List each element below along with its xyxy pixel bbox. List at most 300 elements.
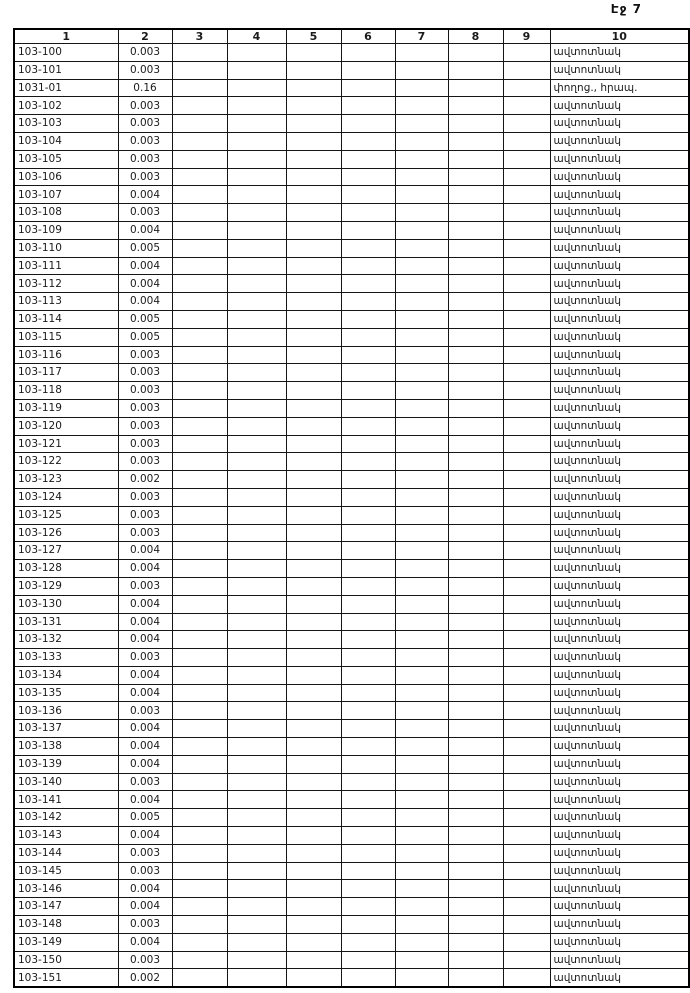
cell-area: 0.004 <box>118 827 172 845</box>
cell-empty-3 <box>172 204 227 222</box>
cell-empty-4 <box>227 738 286 756</box>
table-row <box>14 186 689 204</box>
cell-empty-5 <box>286 916 341 934</box>
cell-empty-8 <box>448 132 503 150</box>
cell-empty-6 <box>341 79 395 97</box>
cell-empty-4 <box>227 186 286 204</box>
cell-empty-3 <box>172 186 227 204</box>
table-row <box>14 577 689 595</box>
cell-empty-7 <box>395 951 448 969</box>
cell-empty-4 <box>227 524 286 542</box>
cell-area: 0.003 <box>118 150 172 168</box>
cell-empty-6 <box>341 293 395 311</box>
cell-empty-3 <box>172 471 227 489</box>
cell-empty-7 <box>395 488 448 506</box>
cell-empty-4 <box>227 666 286 684</box>
cell-empty-8 <box>448 898 503 916</box>
cell-empty-9 <box>503 293 550 311</box>
cell-empty-8 <box>448 239 503 257</box>
cell-empty-3 <box>172 560 227 578</box>
cell-empty-6 <box>341 524 395 542</box>
cell-empty-5 <box>286 649 341 667</box>
cell-empty-4 <box>227 471 286 489</box>
cell-empty-5 <box>286 862 341 880</box>
cell-empty-9 <box>503 880 550 898</box>
cell-type: ավտոտնակ <box>550 969 689 987</box>
cell-area: 0.004 <box>118 542 172 560</box>
cell-empty-9 <box>503 79 550 97</box>
cell-empty-9 <box>503 61 550 79</box>
cell-empty-9 <box>503 150 550 168</box>
cell-area: 0.003 <box>118 382 172 400</box>
cell-empty-7 <box>395 844 448 862</box>
cell-empty-8 <box>448 61 503 79</box>
cell-empty-9 <box>503 951 550 969</box>
cell-empty-8 <box>448 186 503 204</box>
cell-empty-4 <box>227 239 286 257</box>
cell-empty-7 <box>395 204 448 222</box>
cell-code: 103-141 <box>14 791 118 809</box>
cell-area: 0.005 <box>118 809 172 827</box>
cell-empty-7 <box>395 649 448 667</box>
cell-empty-6 <box>341 310 395 328</box>
cell-empty-8 <box>448 275 503 293</box>
cell-area: 0.003 <box>118 524 172 542</box>
table-row <box>14 275 689 293</box>
cell-code: 103-127 <box>14 542 118 560</box>
cell-empty-4 <box>227 399 286 417</box>
cell-code: 103-128 <box>14 560 118 578</box>
data-table <box>13 28 690 988</box>
cell-empty-6 <box>341 916 395 934</box>
cell-empty-4 <box>227 720 286 738</box>
cell-empty-5 <box>286 524 341 542</box>
cell-empty-9 <box>503 97 550 115</box>
cell-type: ավտոտնակ <box>550 684 689 702</box>
cell-empty-7 <box>395 755 448 773</box>
cell-type: ավտոտնակ <box>550 488 689 506</box>
cell-code: 103-120 <box>14 417 118 435</box>
cell-empty-8 <box>448 44 503 62</box>
cell-type: ավտոտնակ <box>550 933 689 951</box>
cell-type: ավտոտնակ <box>550 346 689 364</box>
cell-empty-5 <box>286 132 341 150</box>
cell-empty-8 <box>448 560 503 578</box>
cell-area: 0.004 <box>118 738 172 756</box>
cell-type: ավտոտնակ <box>550 221 689 239</box>
table-row <box>14 791 689 809</box>
cell-empty-9 <box>503 221 550 239</box>
cell-empty-3 <box>172 328 227 346</box>
cell-empty-5 <box>286 61 341 79</box>
cell-empty-4 <box>227 951 286 969</box>
cell-code: 103-105 <box>14 150 118 168</box>
cell-empty-7 <box>395 328 448 346</box>
cell-code: 103-133 <box>14 649 118 667</box>
cell-code: 1031-01 <box>14 79 118 97</box>
cell-area: 0.003 <box>118 951 172 969</box>
cell-area: 0.003 <box>118 97 172 115</box>
table-row <box>14 471 689 489</box>
cell-empty-8 <box>448 346 503 364</box>
cell-empty-9 <box>503 916 550 934</box>
cell-empty-8 <box>448 933 503 951</box>
cell-empty-5 <box>286 933 341 951</box>
cell-area: 0.003 <box>118 204 172 222</box>
cell-area: 0.003 <box>118 115 172 133</box>
cell-empty-8 <box>448 293 503 311</box>
cell-area: 0.004 <box>118 684 172 702</box>
header-cell-8: 8 <box>448 29 503 44</box>
cell-code: 103-104 <box>14 132 118 150</box>
cell-empty-5 <box>286 150 341 168</box>
cell-code: 103-111 <box>14 257 118 275</box>
table-row <box>14 346 689 364</box>
table-row <box>14 364 689 382</box>
cell-empty-7 <box>395 221 448 239</box>
cell-type: ավտոտնակ <box>550 435 689 453</box>
cell-empty-7 <box>395 577 448 595</box>
cell-type: ավտոտնակ <box>550 702 689 720</box>
cell-empty-6 <box>341 204 395 222</box>
cell-empty-3 <box>172 898 227 916</box>
cell-area: 0.003 <box>118 435 172 453</box>
cell-empty-4 <box>227 257 286 275</box>
cell-empty-5 <box>286 595 341 613</box>
cell-empty-7 <box>395 542 448 560</box>
cell-code: 103-108 <box>14 204 118 222</box>
cell-empty-4 <box>227 79 286 97</box>
cell-empty-3 <box>172 738 227 756</box>
cell-code: 103-116 <box>14 346 118 364</box>
cell-empty-5 <box>286 809 341 827</box>
cell-empty-7 <box>395 79 448 97</box>
cell-empty-4 <box>227 844 286 862</box>
cell-empty-9 <box>503 524 550 542</box>
cell-type: ավտոտնակ <box>550 239 689 257</box>
cell-type: ավտոտնակ <box>550 738 689 756</box>
cell-code: 103-102 <box>14 97 118 115</box>
cell-area: 0.003 <box>118 916 172 934</box>
cell-empty-3 <box>172 132 227 150</box>
cell-empty-4 <box>227 560 286 578</box>
cell-empty-3 <box>172 44 227 62</box>
table-row <box>14 382 689 400</box>
cell-empty-4 <box>227 595 286 613</box>
cell-empty-7 <box>395 382 448 400</box>
cell-code: 103-106 <box>14 168 118 186</box>
cell-type: ավտոտնակ <box>550 44 689 62</box>
table-body <box>14 44 689 988</box>
cell-empty-4 <box>227 453 286 471</box>
cell-area: 0.005 <box>118 328 172 346</box>
cell-empty-7 <box>395 115 448 133</box>
cell-empty-3 <box>172 916 227 934</box>
cell-empty-5 <box>286 577 341 595</box>
cell-area: 0.003 <box>118 44 172 62</box>
cell-empty-6 <box>341 453 395 471</box>
cell-empty-6 <box>341 773 395 791</box>
cell-empty-8 <box>448 524 503 542</box>
cell-empty-3 <box>172 951 227 969</box>
cell-empty-4 <box>227 488 286 506</box>
cell-area: 0.004 <box>118 560 172 578</box>
cell-empty-9 <box>503 702 550 720</box>
cell-empty-6 <box>341 595 395 613</box>
cell-empty-6 <box>341 969 395 987</box>
cell-empty-3 <box>172 631 227 649</box>
table-row <box>14 969 689 987</box>
table-row <box>14 738 689 756</box>
cell-code: 103-146 <box>14 880 118 898</box>
cell-code: 103-123 <box>14 471 118 489</box>
cell-empty-3 <box>172 542 227 560</box>
cell-empty-4 <box>227 649 286 667</box>
cell-area: 0.003 <box>118 61 172 79</box>
cell-empty-7 <box>395 506 448 524</box>
cell-type: ավտոտնակ <box>550 524 689 542</box>
cell-empty-9 <box>503 862 550 880</box>
cell-area: 0.004 <box>118 933 172 951</box>
cell-empty-8 <box>448 364 503 382</box>
table-row <box>14 933 689 951</box>
table-row <box>14 61 689 79</box>
cell-area: 0.004 <box>118 631 172 649</box>
cell-empty-4 <box>227 97 286 115</box>
cell-code: 103-142 <box>14 809 118 827</box>
cell-empty-8 <box>448 684 503 702</box>
cell-empty-7 <box>395 417 448 435</box>
table-row <box>14 827 689 845</box>
cell-empty-4 <box>227 204 286 222</box>
cell-empty-5 <box>286 542 341 560</box>
cell-empty-3 <box>172 97 227 115</box>
cell-empty-4 <box>227 275 286 293</box>
cell-empty-9 <box>503 204 550 222</box>
cell-empty-5 <box>286 204 341 222</box>
cell-empty-9 <box>503 488 550 506</box>
cell-empty-4 <box>227 435 286 453</box>
cell-code: 103-113 <box>14 293 118 311</box>
cell-empty-9 <box>503 560 550 578</box>
cell-type: ավտոտնակ <box>550 453 689 471</box>
cell-area: 0.003 <box>118 346 172 364</box>
cell-empty-8 <box>448 951 503 969</box>
cell-code: 103-126 <box>14 524 118 542</box>
cell-empty-9 <box>503 239 550 257</box>
cell-area: 0.004 <box>118 595 172 613</box>
cell-code: 103-134 <box>14 666 118 684</box>
cell-empty-7 <box>395 293 448 311</box>
cell-empty-6 <box>341 488 395 506</box>
cell-empty-6 <box>341 577 395 595</box>
cell-empty-9 <box>503 417 550 435</box>
cell-empty-7 <box>395 364 448 382</box>
cell-empty-9 <box>503 382 550 400</box>
cell-area: 0.004 <box>118 791 172 809</box>
cell-empty-6 <box>341 239 395 257</box>
cell-empty-8 <box>448 827 503 845</box>
table-row <box>14 773 689 791</box>
table-row <box>14 453 689 471</box>
cell-empty-6 <box>341 115 395 133</box>
cell-empty-4 <box>227 44 286 62</box>
cell-empty-4 <box>227 827 286 845</box>
table-row <box>14 649 689 667</box>
cell-type: ավտոտնակ <box>550 862 689 880</box>
cell-empty-5 <box>286 613 341 631</box>
cell-type: ավտոտնակ <box>550 773 689 791</box>
cell-empty-5 <box>286 631 341 649</box>
cell-empty-6 <box>341 898 395 916</box>
cell-area: 0.003 <box>118 417 172 435</box>
table-row <box>14 239 689 257</box>
cell-empty-3 <box>172 809 227 827</box>
cell-empty-4 <box>227 773 286 791</box>
table-row <box>14 560 689 578</box>
cell-empty-6 <box>341 168 395 186</box>
cell-empty-5 <box>286 827 341 845</box>
cell-empty-5 <box>286 221 341 239</box>
cell-empty-6 <box>341 506 395 524</box>
cell-empty-3 <box>172 791 227 809</box>
cell-type: ավտոտնակ <box>550 275 689 293</box>
cell-empty-3 <box>172 720 227 738</box>
cell-code: 103-109 <box>14 221 118 239</box>
cell-empty-5 <box>286 684 341 702</box>
cell-empty-6 <box>341 560 395 578</box>
cell-empty-5 <box>286 364 341 382</box>
cell-empty-6 <box>341 862 395 880</box>
cell-code: 103-130 <box>14 595 118 613</box>
cell-empty-4 <box>227 755 286 773</box>
cell-empty-4 <box>227 115 286 133</box>
cell-empty-9 <box>503 471 550 489</box>
cell-empty-5 <box>286 471 341 489</box>
cell-empty-3 <box>172 435 227 453</box>
table-row <box>14 506 689 524</box>
cell-empty-7 <box>395 257 448 275</box>
cell-empty-8 <box>448 453 503 471</box>
cell-empty-9 <box>503 844 550 862</box>
cell-code: 103-100 <box>14 44 118 62</box>
cell-type: ավտոտնակ <box>550 827 689 845</box>
cell-code: 103-117 <box>14 364 118 382</box>
cell-empty-9 <box>503 720 550 738</box>
cell-area: 0.004 <box>118 613 172 631</box>
header-cell-2: 2 <box>118 29 172 44</box>
cell-empty-4 <box>227 613 286 631</box>
cell-empty-4 <box>227 61 286 79</box>
cell-empty-4 <box>227 880 286 898</box>
cell-empty-5 <box>286 97 341 115</box>
cell-type: ավտոտնակ <box>550 898 689 916</box>
cell-empty-6 <box>341 951 395 969</box>
cell-code: 103-147 <box>14 898 118 916</box>
cell-code: 103-139 <box>14 755 118 773</box>
cell-empty-8 <box>448 720 503 738</box>
cell-empty-7 <box>395 310 448 328</box>
cell-area: 0.003 <box>118 132 172 150</box>
cell-empty-3 <box>172 61 227 79</box>
cell-empty-7 <box>395 435 448 453</box>
cell-empty-3 <box>172 773 227 791</box>
cell-code: 103-140 <box>14 773 118 791</box>
table-row <box>14 132 689 150</box>
cell-empty-8 <box>448 115 503 133</box>
cell-empty-6 <box>341 880 395 898</box>
cell-empty-8 <box>448 257 503 275</box>
table-row <box>14 720 689 738</box>
cell-empty-5 <box>286 844 341 862</box>
cell-area: 0.003 <box>118 506 172 524</box>
cell-empty-9 <box>503 827 550 845</box>
cell-area: 0.003 <box>118 453 172 471</box>
cell-empty-3 <box>172 844 227 862</box>
cell-empty-6 <box>341 933 395 951</box>
cell-type: ավտոտնակ <box>550 542 689 560</box>
table-row <box>14 204 689 222</box>
cell-code: 103-101 <box>14 61 118 79</box>
cell-empty-3 <box>172 275 227 293</box>
cell-empty-9 <box>503 755 550 773</box>
cell-empty-5 <box>286 898 341 916</box>
table-row <box>14 702 689 720</box>
cell-empty-9 <box>503 969 550 987</box>
cell-empty-7 <box>395 631 448 649</box>
cell-empty-5 <box>286 399 341 417</box>
cell-empty-4 <box>227 168 286 186</box>
cell-empty-8 <box>448 809 503 827</box>
cell-area: 0.003 <box>118 862 172 880</box>
table-row <box>14 435 689 453</box>
table-row <box>14 542 689 560</box>
cell-empty-4 <box>227 631 286 649</box>
header-cell-1: 1 <box>14 29 118 44</box>
cell-empty-8 <box>448 310 503 328</box>
cell-empty-9 <box>503 275 550 293</box>
cell-empty-8 <box>448 702 503 720</box>
cell-empty-9 <box>503 613 550 631</box>
cell-empty-4 <box>227 542 286 560</box>
cell-code: 103-112 <box>14 275 118 293</box>
table-row <box>14 631 689 649</box>
cell-empty-5 <box>286 328 341 346</box>
cell-type: ավտոտնակ <box>550 471 689 489</box>
cell-empty-4 <box>227 916 286 934</box>
cell-empty-7 <box>395 684 448 702</box>
cell-empty-4 <box>227 506 286 524</box>
cell-empty-5 <box>286 773 341 791</box>
cell-empty-4 <box>227 791 286 809</box>
table-row <box>14 115 689 133</box>
cell-empty-8 <box>448 880 503 898</box>
table-row <box>14 328 689 346</box>
cell-empty-7 <box>395 702 448 720</box>
table-row <box>14 150 689 168</box>
cell-empty-5 <box>286 791 341 809</box>
cell-empty-7 <box>395 471 448 489</box>
cell-empty-3 <box>172 364 227 382</box>
cell-empty-3 <box>172 684 227 702</box>
table-row <box>14 488 689 506</box>
table-row <box>14 898 689 916</box>
cell-area: 0.004 <box>118 186 172 204</box>
cell-empty-6 <box>341 186 395 204</box>
cell-area: 0.003 <box>118 577 172 595</box>
cell-empty-8 <box>448 79 503 97</box>
cell-empty-6 <box>341 399 395 417</box>
